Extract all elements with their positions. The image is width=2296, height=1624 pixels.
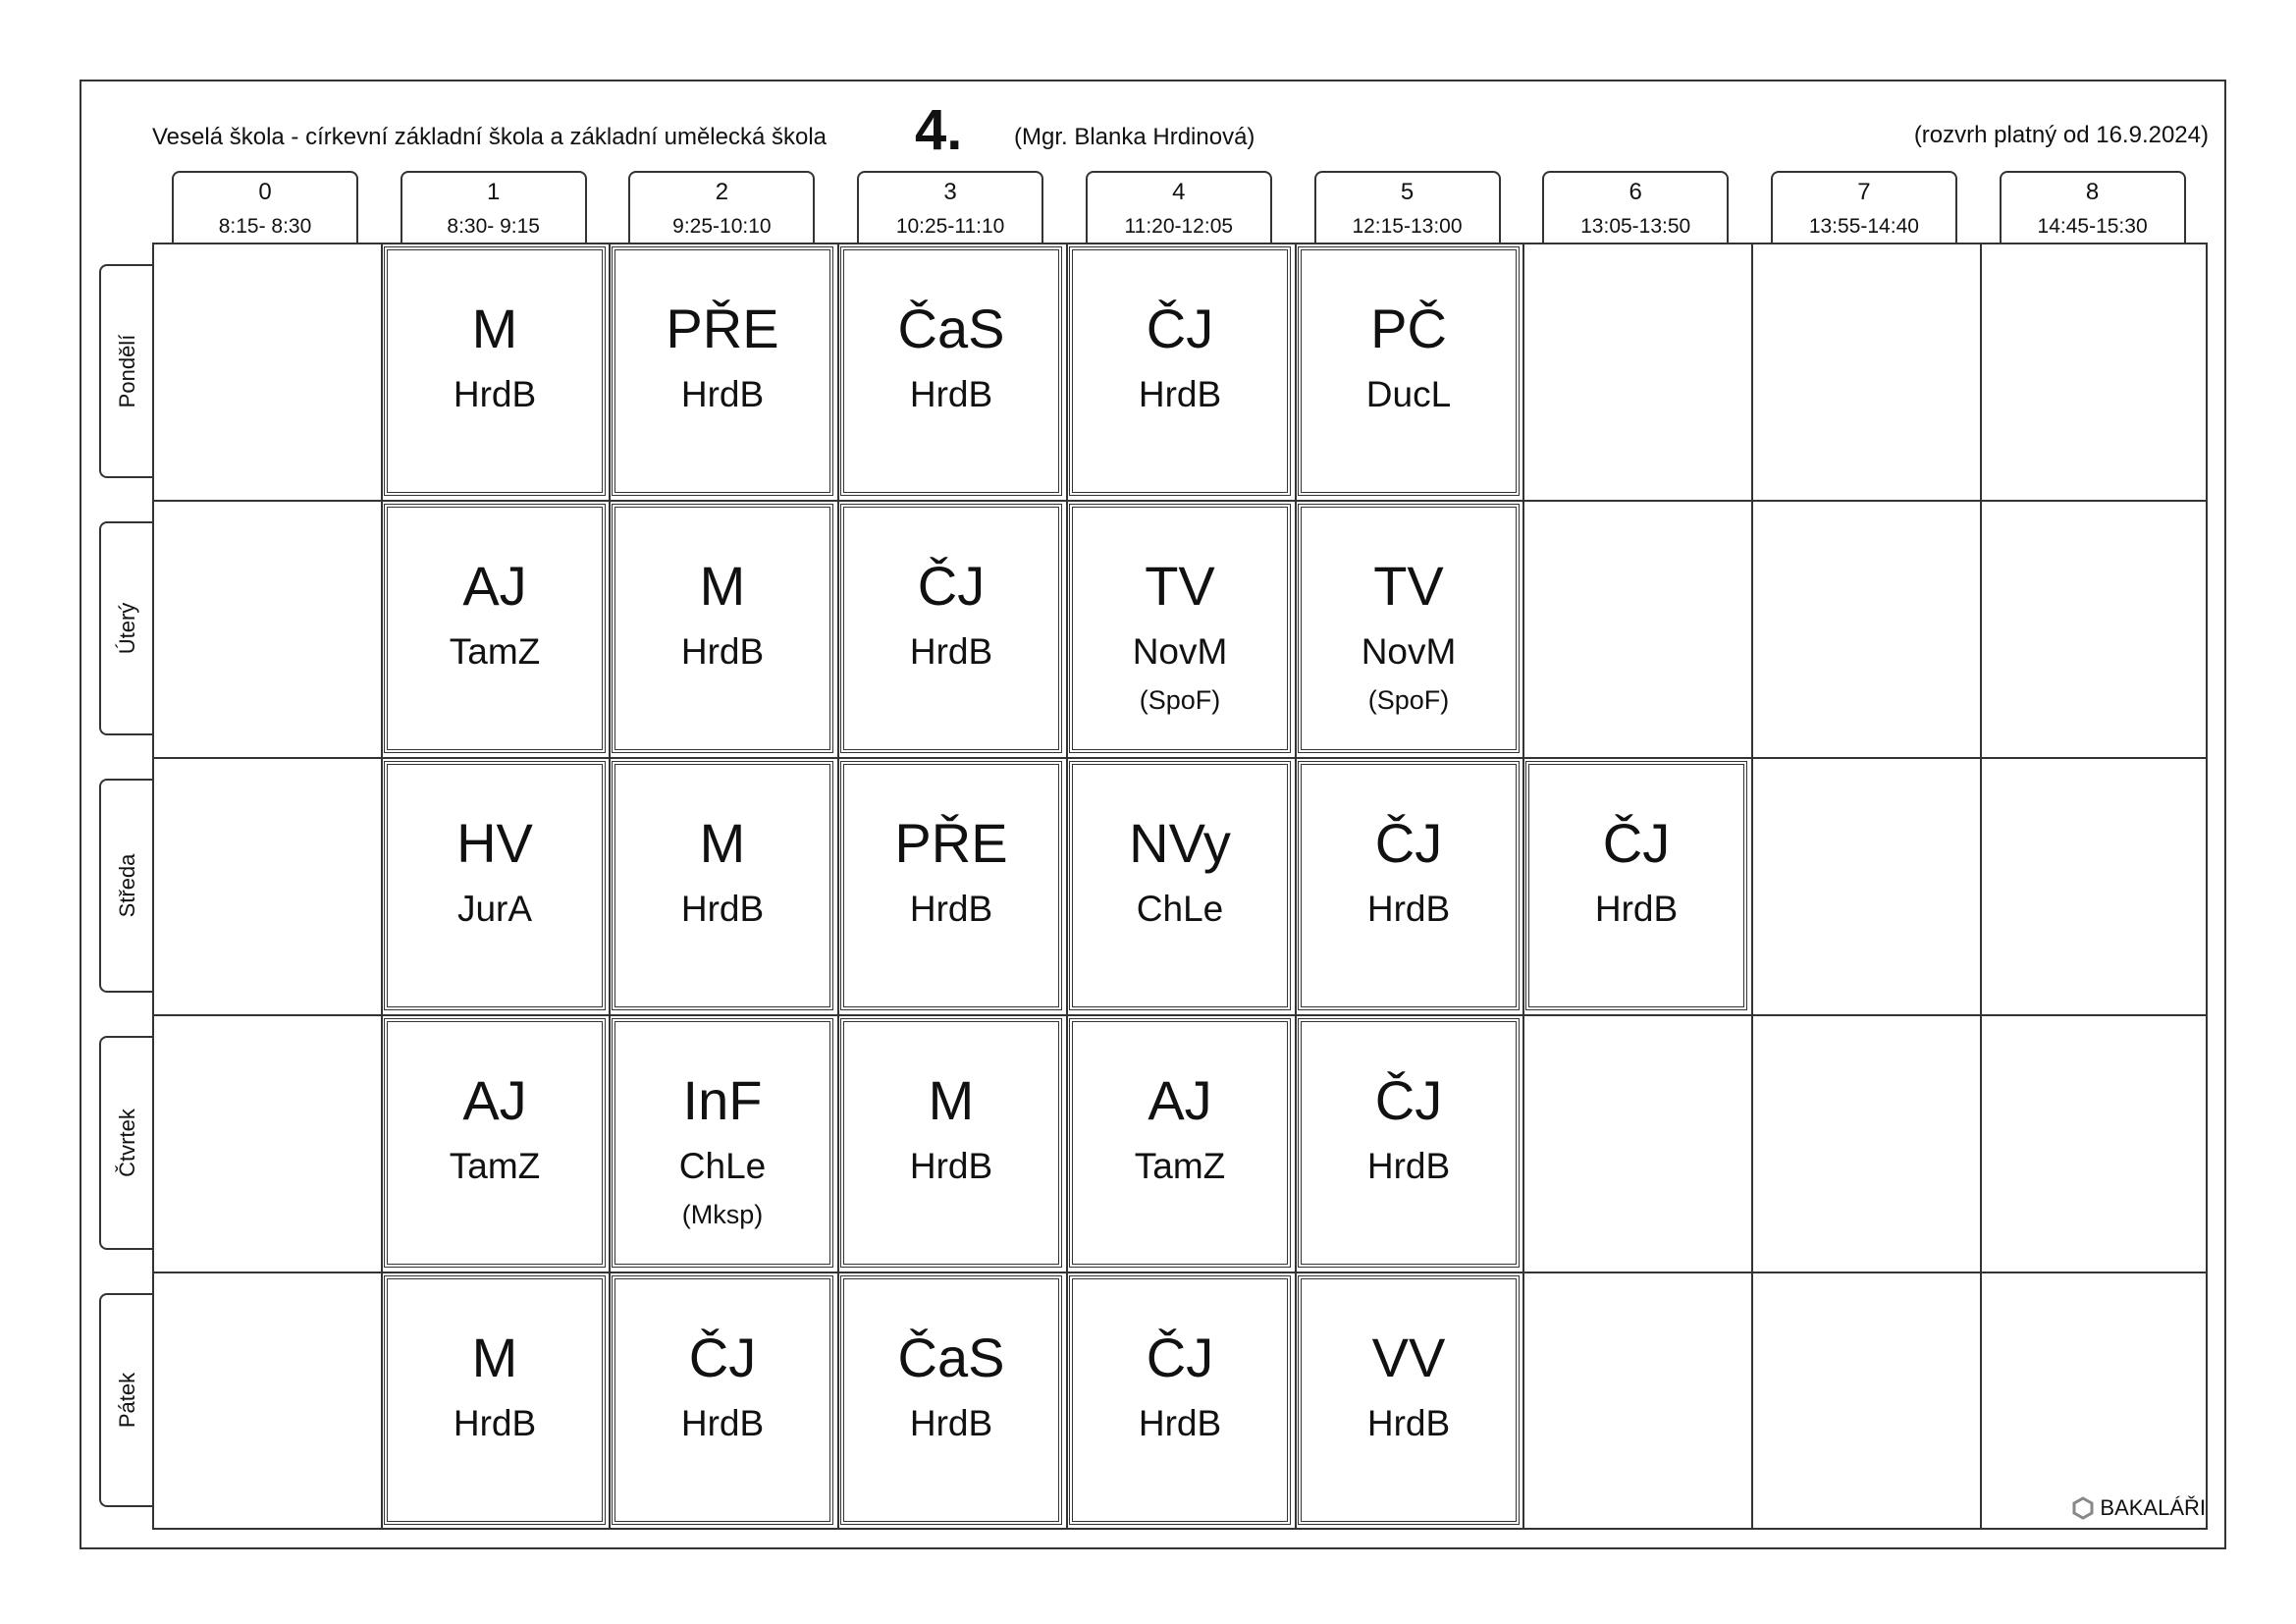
lesson-cell[interactable]	[384, 761, 606, 1010]
period-time: 13:55-14:40	[1808, 215, 1919, 238]
column-divider	[1295, 243, 1297, 1530]
lesson-teacher: NovM	[1132, 631, 1228, 672]
lesson-teacher: HrdB	[1138, 374, 1222, 414]
lesson-room: (Mksp)	[681, 1200, 764, 1229]
lesson-cell[interactable]	[384, 1275, 606, 1525]
lesson-cell[interactable]	[1298, 1018, 1520, 1268]
lesson-teacher: HrdB	[1138, 1403, 1222, 1443]
lesson-cell[interactable]	[1069, 1275, 1291, 1525]
period-tab-5	[1314, 171, 1501, 243]
lesson-subject: M	[699, 812, 746, 874]
lesson-subject: PČ	[1370, 298, 1447, 359]
lesson-subject: ČJ	[917, 555, 986, 617]
period-number: 1	[487, 179, 501, 205]
lesson-teacher: HrdB	[453, 374, 537, 414]
day-label: Úterý	[115, 602, 139, 655]
lesson-teacher: HrdB	[1366, 889, 1451, 929]
lesson-cell[interactable]	[612, 504, 833, 753]
period-time: 11:20-12:05	[1124, 215, 1234, 238]
lesson-subject: ČJ	[688, 1326, 757, 1388]
lesson-subject: ČJ	[1374, 1069, 1443, 1131]
period-number: 6	[1629, 179, 1642, 205]
period-time: 8:15- 8:30	[218, 215, 312, 238]
day-label: Pondělí	[115, 334, 139, 408]
column-divider	[1522, 243, 1524, 1530]
lesson-cell[interactable]	[1069, 761, 1291, 1010]
lesson-teacher: HrdB	[680, 374, 765, 414]
lesson-cell[interactable]	[384, 1018, 606, 1268]
lesson-subject: PŘE	[666, 298, 779, 359]
valid-from: (rozvrh platný od 16.9.2024)	[1913, 122, 2209, 148]
lesson-cell[interactable]	[840, 1018, 1062, 1268]
lesson-teacher: HrdB	[1594, 889, 1679, 929]
column-divider	[609, 243, 611, 1530]
lesson-subject: InF	[682, 1069, 763, 1131]
lesson-subject: TV	[1145, 555, 1215, 617]
lesson-cell[interactable]	[840, 761, 1062, 1010]
lesson-teacher: HrdB	[1366, 1146, 1451, 1186]
lesson-cell[interactable]	[840, 246, 1062, 496]
column-divider	[1980, 243, 1982, 1530]
lesson-subject: TV	[1373, 555, 1444, 617]
period-number: 2	[715, 179, 729, 205]
day-tab-2	[99, 779, 154, 993]
lesson-teacher: NovM	[1361, 631, 1457, 672]
column-divider	[1066, 243, 1068, 1530]
day-label: Středa	[115, 853, 139, 918]
lesson-teacher: ChLe	[1136, 889, 1224, 929]
lesson-subject: M	[471, 1326, 518, 1388]
lesson-teacher: ChLe	[678, 1146, 767, 1186]
lesson-teacher: HrdB	[909, 889, 993, 929]
lesson-subject: ČaS	[897, 1326, 1005, 1388]
day-tab-0	[99, 264, 154, 478]
period-time: 13:05-13:50	[1580, 215, 1691, 238]
lesson-cell[interactable]	[1069, 1018, 1291, 1268]
lesson-subject: PŘE	[894, 812, 1008, 874]
lesson-subject: HV	[456, 812, 533, 874]
lesson-cell[interactable]	[1298, 1275, 1520, 1525]
row-divider	[152, 757, 2208, 759]
lesson-subject: ČJ	[1146, 298, 1214, 359]
period-tab-4	[1086, 171, 1272, 243]
lesson-teacher: HrdB	[680, 631, 765, 672]
lesson-teacher: TamZ	[1134, 1146, 1226, 1186]
lesson-cell[interactable]	[384, 246, 606, 496]
lesson-teacher: HrdB	[909, 1403, 993, 1443]
period-tab-2	[628, 171, 815, 243]
period-tab-8	[2000, 171, 2186, 243]
lesson-teacher: TamZ	[449, 1146, 541, 1186]
lesson-subject: M	[699, 555, 746, 617]
lesson-subject: M	[471, 298, 518, 359]
period-number: 5	[1400, 179, 1415, 205]
period-number: 3	[943, 179, 957, 205]
period-tab-6	[1542, 171, 1729, 243]
lesson-teacher: HrdB	[1366, 1403, 1451, 1443]
day-tab-1	[99, 521, 154, 735]
period-time: 14:45-15:30	[2037, 215, 2148, 238]
day-tab-4	[99, 1293, 154, 1507]
day-label: Pátek	[115, 1372, 139, 1429]
period-time: 10:25-11:10	[895, 215, 1005, 238]
column-divider	[381, 243, 383, 1530]
lesson-subject: AJ	[462, 1069, 527, 1131]
lesson-cell[interactable]	[384, 504, 606, 753]
lesson-teacher: HrdB	[453, 1403, 537, 1443]
lesson-subject: ČaS	[897, 298, 1005, 359]
column-divider	[837, 243, 839, 1530]
period-time: 9:25-10:10	[672, 215, 772, 238]
lesson-teacher: HrdB	[680, 889, 765, 929]
lesson-cell[interactable]	[1069, 246, 1291, 496]
day-tab-3	[99, 1036, 154, 1250]
logo-text: BAKALÁŘI	[2100, 1495, 2206, 1520]
period-tab-3	[857, 171, 1043, 243]
lesson-teacher: TamZ	[449, 631, 541, 672]
lesson-room: (SpoF)	[1367, 685, 1450, 715]
bakalari-logo	[2072, 1495, 2206, 1521]
hexagon-icon	[2072, 1496, 2094, 1520]
lesson-subject: NVy	[1129, 812, 1231, 874]
period-tab-1	[400, 171, 587, 243]
lesson-cell[interactable]	[1298, 504, 1520, 753]
lesson-subject: ČJ	[1374, 812, 1443, 874]
lesson-cell[interactable]	[612, 761, 833, 1010]
period-number: 4	[1172, 179, 1186, 205]
class-number: 4.	[915, 98, 963, 162]
lesson-teacher: HrdB	[909, 374, 993, 414]
lesson-cell[interactable]	[840, 504, 1062, 753]
lesson-subject: M	[928, 1069, 975, 1131]
school-name: Veselá škola - církevní základní škola a základní umělecká škola	[152, 124, 828, 150]
period-number: 8	[2085, 179, 2100, 205]
lesson-subject: AJ	[462, 555, 527, 617]
class-teacher: (Mgr. Blanka Hrdinová)	[1014, 124, 1255, 150]
period-tab-7	[1771, 171, 1957, 243]
period-number: 7	[1857, 179, 1871, 205]
lesson-teacher: JurA	[456, 889, 533, 929]
period-time: 8:30- 9:15	[447, 215, 540, 238]
lesson-cell[interactable]	[1525, 761, 1747, 1010]
lesson-cell[interactable]	[612, 1275, 833, 1525]
row-divider	[152, 1014, 2208, 1016]
lesson-subject: ČJ	[1602, 812, 1671, 874]
period-time: 12:15-13:00	[1352, 215, 1463, 238]
lesson-room: (SpoF)	[1139, 685, 1221, 715]
row-divider	[152, 1272, 2208, 1273]
lesson-cell[interactable]	[612, 1018, 833, 1268]
lesson-teacher: HrdB	[680, 1403, 765, 1443]
column-divider	[1751, 243, 1753, 1530]
lesson-subject: VV	[1371, 1326, 1446, 1388]
lesson-subject: AJ	[1148, 1069, 1212, 1131]
lesson-cell[interactable]	[612, 246, 833, 496]
lesson-teacher: HrdB	[909, 1146, 993, 1186]
lesson-teacher: HrdB	[909, 631, 993, 672]
lesson-cell[interactable]	[1069, 504, 1291, 753]
lesson-cell[interactable]	[840, 1275, 1062, 1525]
period-tab-0	[172, 171, 358, 243]
period-number: 0	[258, 179, 272, 205]
row-divider	[152, 500, 2208, 502]
day-label: Čtvrtek	[115, 1109, 139, 1177]
lesson-cell[interactable]	[1298, 761, 1520, 1010]
lesson-subject: ČJ	[1146, 1326, 1214, 1388]
lesson-teacher: DucL	[1365, 374, 1452, 414]
lesson-cell[interactable]	[1298, 246, 1520, 496]
